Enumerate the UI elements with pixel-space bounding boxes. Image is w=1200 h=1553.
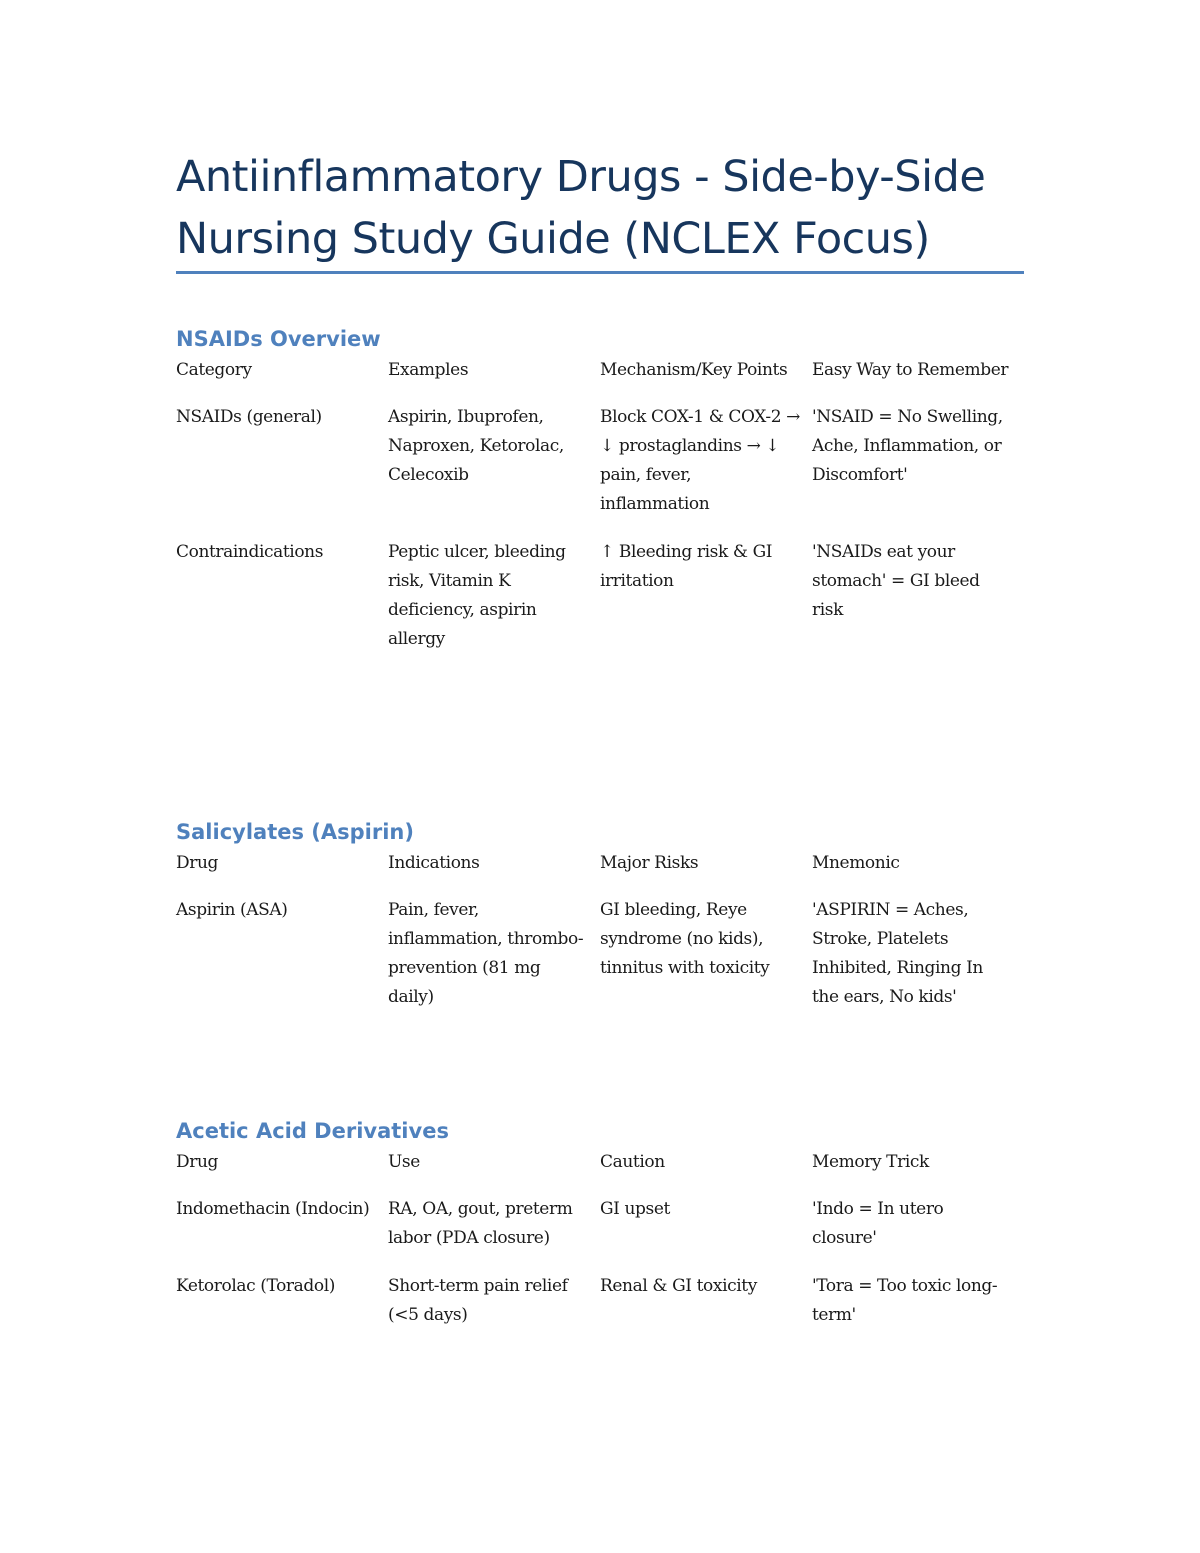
section-acetic-acid-derivatives — [176, 1116, 1024, 1349]
column-header: Mnemonic — [812, 853, 900, 873]
column-header: Use — [388, 1152, 420, 1172]
table-row — [176, 1195, 1024, 1272]
column-header: Easy Way to Remember — [812, 360, 1009, 380]
table-cell: NSAIDs (general) — [176, 407, 322, 427]
table-cell: Ketorolac (Toradol) — [176, 1276, 335, 1296]
table-row — [176, 896, 1024, 1031]
column-header: Major Risks — [600, 853, 699, 873]
table-cell: Peptic ulcer, bleeding risk, Vitamin K deficiency, aspirin allergy — [388, 542, 566, 649]
table-row — [176, 1272, 1024, 1349]
table-header-row — [176, 849, 1024, 896]
table-cell: Pain, fever, inflammation, thrombo-prevention (81 mg daily) — [388, 900, 584, 1007]
table-cell: Indomethacin (Indocin) — [176, 1199, 370, 1219]
table-row — [176, 538, 1024, 673]
table-cell: Contraindications — [176, 542, 324, 562]
column-header: Caution — [600, 1152, 665, 1172]
title-divider — [176, 271, 1024, 274]
section-heading: Acetic Acid Derivatives — [176, 1119, 449, 1143]
column-header: Indications — [388, 853, 480, 873]
table-cell: 'Indo = In utero closure' — [812, 1199, 944, 1248]
table-cell: 'NSAID = No Swelling, Ache, Inflammation, or Discomfort' — [812, 407, 1003, 485]
page-title: Antiinflammatory Drugs - Side-by-Side Nursing Study Guide (NCLEX Focus) — [176, 152, 986, 264]
table-cell: 'Tora = Too toxic long-term' — [812, 1276, 998, 1325]
table-header-row — [176, 1148, 1024, 1195]
section-heading: Salicylates (Aspirin) — [176, 820, 414, 844]
table-cell: GI bleeding, Reye syndrome (no kids), tinnitus with toxicity — [600, 900, 770, 978]
table-cell: Aspirin, Ibuprofen, Naproxen, Ketorolac, Celecoxib — [388, 407, 564, 485]
table-cell: ↑ Bleeding risk & GI irritation — [600, 542, 773, 591]
table-cell: RA, OA, gout, preterm labor (PDA closure) — [388, 1199, 573, 1248]
table-cell: Renal & GI toxicity — [600, 1276, 757, 1296]
column-header: Examples — [388, 360, 469, 380]
salicylates-table — [176, 849, 1024, 1031]
table-cell: 'ASPIRIN = Aches, Stroke, Platelets Inhibited, Ringing In the ears, No kids' — [812, 900, 983, 1007]
column-header: Mechanism/Key Points — [600, 360, 788, 380]
column-header: Drug — [176, 1152, 218, 1172]
section-salicylates — [176, 817, 1024, 1031]
column-header: Memory Trick — [812, 1152, 929, 1172]
section-nsaids-overview — [176, 324, 1024, 673]
nsaids-overview-table — [176, 356, 1024, 673]
column-header: Drug — [176, 853, 218, 873]
table-header-row — [176, 356, 1024, 403]
table-cell: Block COX-1 & COX-2 → ↓ prostaglandins → ↓ pain, fever, inflammation — [600, 407, 800, 514]
column-header: Category — [176, 360, 252, 380]
section-heading: NSAIDs Overview — [176, 327, 381, 351]
table-cell: Short-term pain relief (<5 days) — [388, 1276, 568, 1325]
table-cell: GI upset — [600, 1199, 670, 1219]
table-row — [176, 403, 1024, 538]
table-cell: Aspirin (ASA) — [176, 900, 288, 920]
table-cell: 'NSAIDs eat your stomach' = GI bleed risk — [812, 542, 980, 620]
acetic-acid-table — [176, 1148, 1024, 1349]
